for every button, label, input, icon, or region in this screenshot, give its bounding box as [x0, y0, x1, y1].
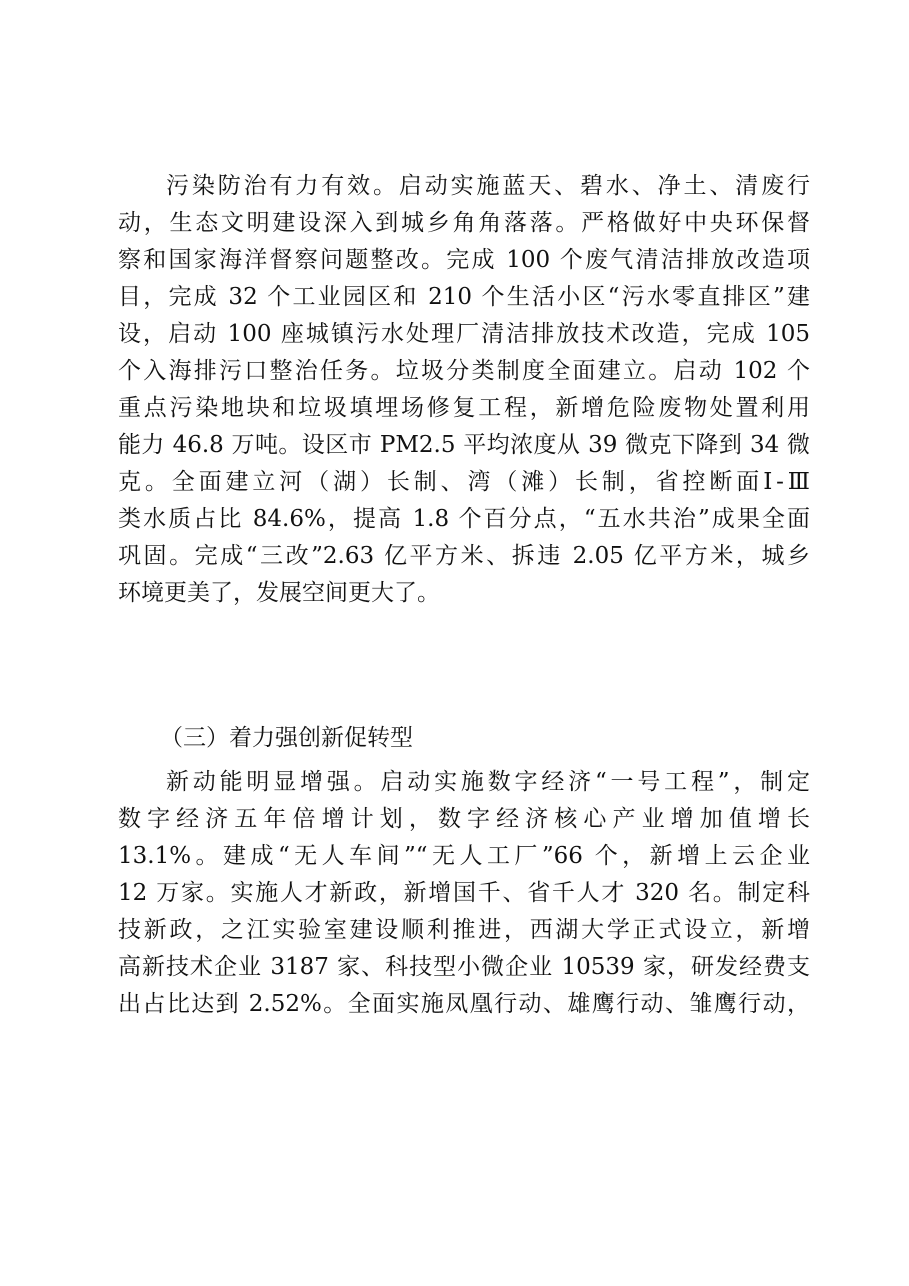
paragraph-line: 新动能明显增强。启动实施数字经济“一号工程”，制定	[166, 769, 810, 795]
paragraph-line: 高新技术企业 3187 家、科技型小微企业 10539 家，研发经费支	[118, 954, 810, 980]
paragraph-line: 出占比达到 2.52%。全面实施凤凰行动、雄鹰行动、雏鹰行动，	[118, 991, 810, 1017]
paragraph-line: 巩固。完成“三改”2.63 亿平方米、拆违 2.05 亿平方米，城乡	[118, 543, 810, 569]
paragraph-line: 环境更美了，发展空间更大了。	[118, 580, 440, 606]
paragraph-line: 克。全面建立河（湖）长制、湾（滩）长制，省控断面Ⅰ-Ⅲ	[118, 469, 810, 495]
paragraph-line: 污染防治有力有效。启动实施蓝天、碧水、净土、清废行	[166, 173, 810, 199]
paragraph-line: 设，启动 100 座城镇污水处理厂清洁排放技术改造，完成 105	[118, 321, 810, 347]
paragraph-line: 技新政，之江实验室建设顺利推进，西湖大学正式设立，新增	[118, 917, 810, 943]
paragraph-line: 能力 46.8 万吨。设区市 PM2.5 平均浓度从 39 微克下降到 34 微	[118, 432, 810, 458]
section-heading-text: （三）着力强创新促转型	[160, 725, 413, 751]
paragraph-line: 察和国家海洋督察问题整改。完成 100 个废气清洁排放改造项	[118, 247, 810, 273]
paragraph-line: 动，生态文明建设深入到城乡角角落落。严格做好中央环保督	[118, 210, 810, 236]
section-heading	[118, 720, 810, 757]
paragraph-line: 目，完成 32 个工业园区和 210 个生活小区“污水零直排区”建	[118, 284, 810, 310]
paragraph-pollution-control	[118, 168, 810, 612]
paragraph-new-momentum	[118, 764, 810, 1023]
paragraph-line: 12 万家。实施人才新政，新增国千、省千人才 320 名。制定科	[118, 880, 810, 906]
paragraph-line: 个入海排污口整治任务。垃圾分类制度全面建立。启动 102 个	[118, 358, 810, 384]
paragraph-line: 重点污染地块和垃圾填埋场修复工程，新增危险废物处置利用	[118, 395, 810, 421]
paragraph-line: 数字经济五年倍增计划，数字经济核心产业增加值增长	[118, 806, 810, 832]
paragraph-line: 类水质占比 84.6%，提高 1.8 个百分点，“五水共治”成果全面	[118, 506, 810, 532]
paragraph-line: 13.1%。建成“无人车间”“无人工厂”66 个，新增上云企业	[118, 843, 810, 869]
